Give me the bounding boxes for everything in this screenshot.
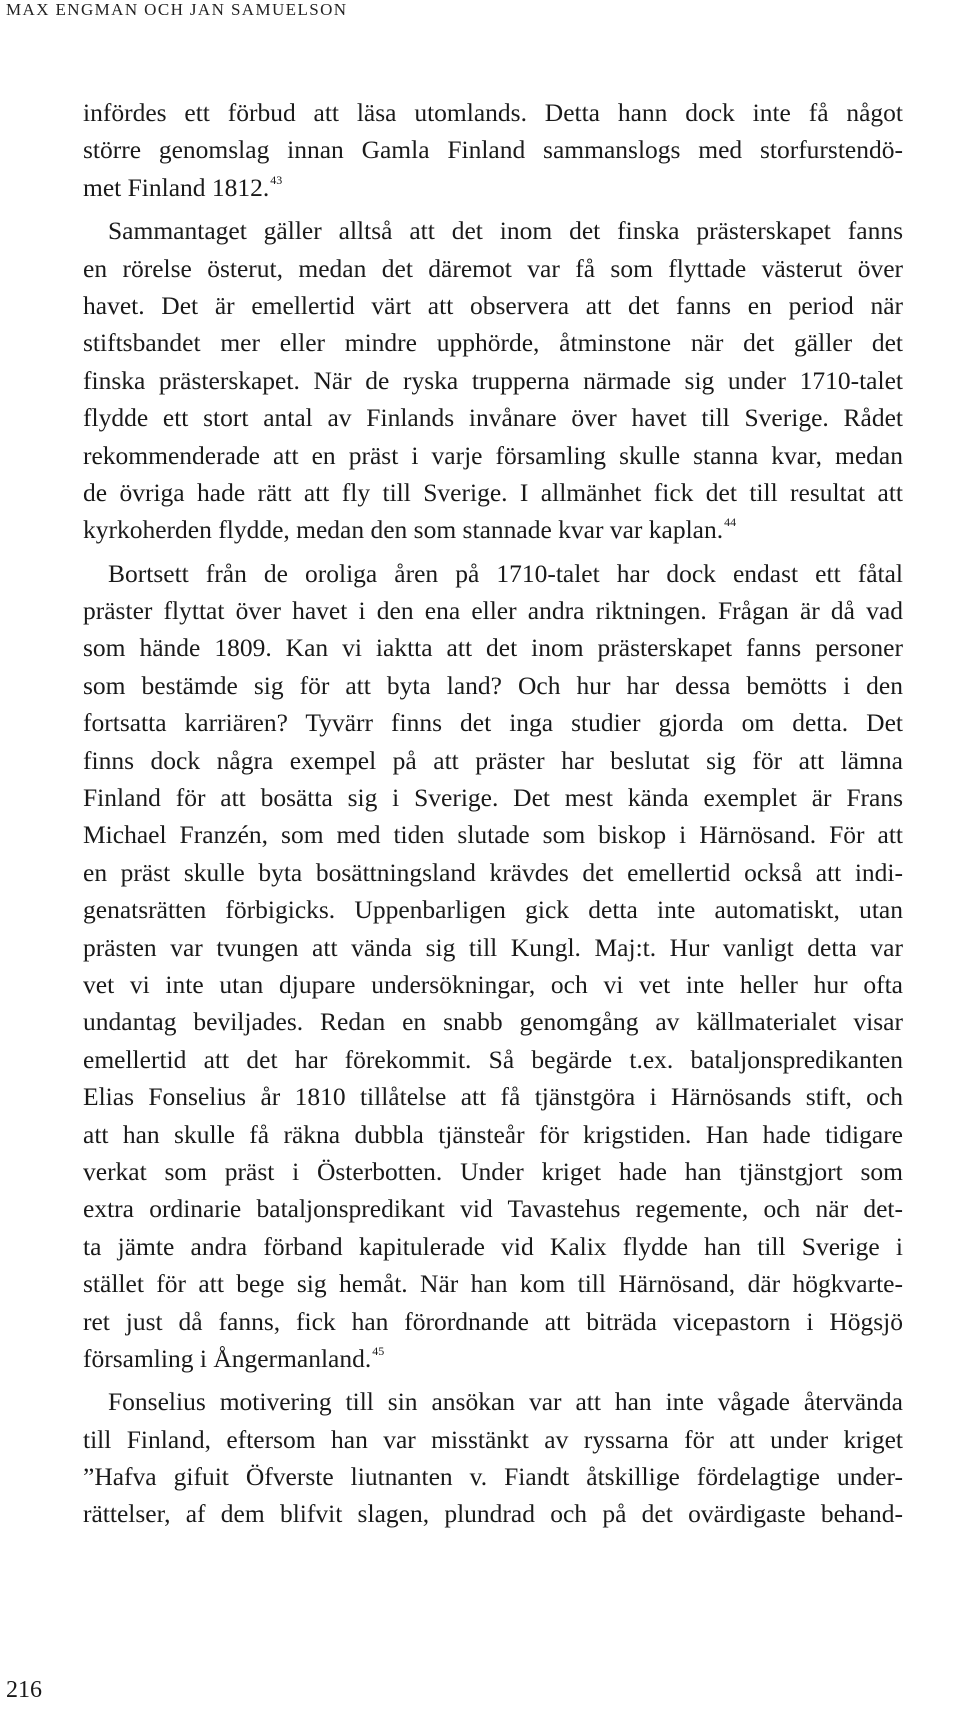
text-line-content: ta jämte andra förband kapitulerade vid Kalix flydde han till Sverige i [83,1231,903,1261]
text-line [83,629,903,666]
text-line-content: Bortsett från de oroliga åren på 1710-talet har dock endast ett fåtal [108,558,903,588]
text-line-content: emellertid att det har förekommit. Så begärde t.ex. bataljonspredikanten [83,1044,903,1074]
text-line [83,511,903,548]
text-line-content: präster flyttat över havet i den ena eller andra riktningen. Frågan är då vad [83,596,903,626]
text-line [83,1041,903,1078]
text-line-content: som hände 1809. Kan vi iaktta att det inom prästerskapet fanns personer [83,633,903,663]
running-head: MAX ENGMAN OCH JAN SAMUELSON [6,0,348,19]
text-line-content: till Finland, eftersom han var misstänkt av ryssarna för att under kriget [83,1424,903,1454]
text-line [83,891,903,928]
text-line-content: Michael Franzén, som med tiden slutade som biskop i Härnösand. För att [83,820,903,850]
body-text [83,94,903,1533]
text-line [83,779,903,816]
text-line [83,929,903,966]
text-line [83,854,903,891]
text-line-content: som bestämde sig för att byta land? Och hur har dessa bemötts i den [83,670,903,700]
text-line-content: en rörelse österut, medan det däremot var få som flyttade västerut över [83,253,903,283]
text-line [83,362,903,399]
text-line-content: undantag beviljades. Redan en snabb genomgång av källmaterialet visar [83,1007,903,1037]
text-line [83,399,903,436]
text-line-content: Finland för att bosätta sig i Sverige. Det mest kända exemplet är Frans [83,783,903,813]
text-line-content: större genomslag innan Gamla Finland sammanslogs med storfurstendö- [83,135,903,165]
text-line [83,169,903,206]
text-line-content: stället för att bege sig hemåt. När han kom till Härnösand, där högkvarte- [83,1269,903,1299]
footnote-reference[interactable]: 43 [270,172,283,187]
text-line [83,1190,903,1227]
text-line-content: att han skulle få räkna dubbla tjänsteår för krigstiden. Han hade tidigare [83,1119,903,1149]
text-line-content: genatsrätten förbigicks. Uppenbarligen gick detta inte automatiskt, utan [83,895,903,925]
text-line [83,742,903,779]
text-line-content: rekommenderade att en präst i varje församling skulle stanna kvar, medan [83,440,903,470]
text-line-content: Fonselius motivering till sin ansökan var att han inte vågade återvända [108,1387,903,1417]
text-line [83,704,903,741]
text-line-content: prästen var tvungen att vända sig till Kungl. Maj:t. Hur vanligt detta var [83,932,903,962]
text-line [83,131,903,168]
text-line [83,966,903,1003]
text-line-content: stiftsbandet mer eller mindre upphörde, åtminstone när det gäller det [83,328,903,358]
text-line [83,1265,903,1302]
text-line [83,1495,903,1532]
text-line [83,1303,903,1340]
text-line-content: rättelser, af dem blifvit slagen, plundrad och på det ovärdigaste behand- [83,1499,903,1529]
text-line [83,1153,903,1190]
text-line-content: infördes ett förbud att läsa utomlands. Detta hann dock inte få något [83,98,903,127]
text-line-content: församling i Ångermanland. [83,1343,372,1373]
footnote-reference[interactable]: 44 [724,515,737,530]
text-line-content: Elias Fonselius år 1810 tillåtelse att få tjänstgöra i Härnösands stift, och [83,1082,903,1112]
text-line-content: flydde ett stort antal av Finlands invånare över havet till Sverige. Rådet [83,403,903,433]
text-line [83,1003,903,1040]
text-line-content: ”Hafva gifuit Öfverste liutnanten v. Fiandt åtskillige fördelagtige under- [83,1462,903,1492]
text-line [83,324,903,361]
text-line [83,250,903,287]
text-line [83,94,903,131]
text-line-content: finska prästerskapet. När de ryska trupperna närmade sig under 1710-talet [83,365,903,395]
text-line [83,1458,903,1495]
text-line-content: ret just då fanns, fick han förordnande att biträda vicepastorn i Högsjö [83,1306,903,1336]
page-number: 216 [6,1677,42,1703]
text-line [83,287,903,324]
text-line-content: en präst skulle byta bosättningsland krävdes det emellertid också att indi- [83,857,903,887]
text-line [83,1116,903,1153]
text-line-content: kyrkoherden flydde, medan den som stannade kvar var kaplan. [83,515,724,545]
text-line [83,1078,903,1115]
text-line-content: extra ordinarie bataljonspredikant vid Tavastehus regemente, och när det- [83,1194,903,1224]
text-line [83,212,903,249]
text-line [83,1340,903,1377]
text-line [83,1228,903,1265]
text-line-content: finns dock några exempel på att präster har beslutat sig för att lämna [83,745,903,775]
text-line-content: de övriga hade rätt att fly till Sverige. I allmänhet fick det till resultat att [83,477,903,507]
text-line-content: fortsatta karriären? Tyvärr finns det inga studier gjorda om detta. Det [83,708,903,738]
text-line-content: vet vi inte utan djupare undersökningar, och vi vet inte heller hur ofta [83,969,903,999]
text-line-content: verkat som präst i Österbotten. Under kriget hade han tjänstgjort som [83,1156,903,1186]
text-line [83,1383,903,1420]
text-line [83,667,903,704]
text-line [83,474,903,511]
text-line [83,816,903,853]
text-line [83,555,903,592]
text-line [83,437,903,474]
text-line [83,592,903,629]
text-line-content: met Finland 1812. [83,172,270,202]
text-line-content: Sammantaget gäller alltså att det inom det finska prästerskapet fanns [108,216,903,246]
footnote-reference[interactable]: 45 [372,1343,385,1358]
text-line [83,1421,903,1458]
text-line-content: havet. Det är emellertid värt att observera att det fanns en period när [83,290,903,320]
